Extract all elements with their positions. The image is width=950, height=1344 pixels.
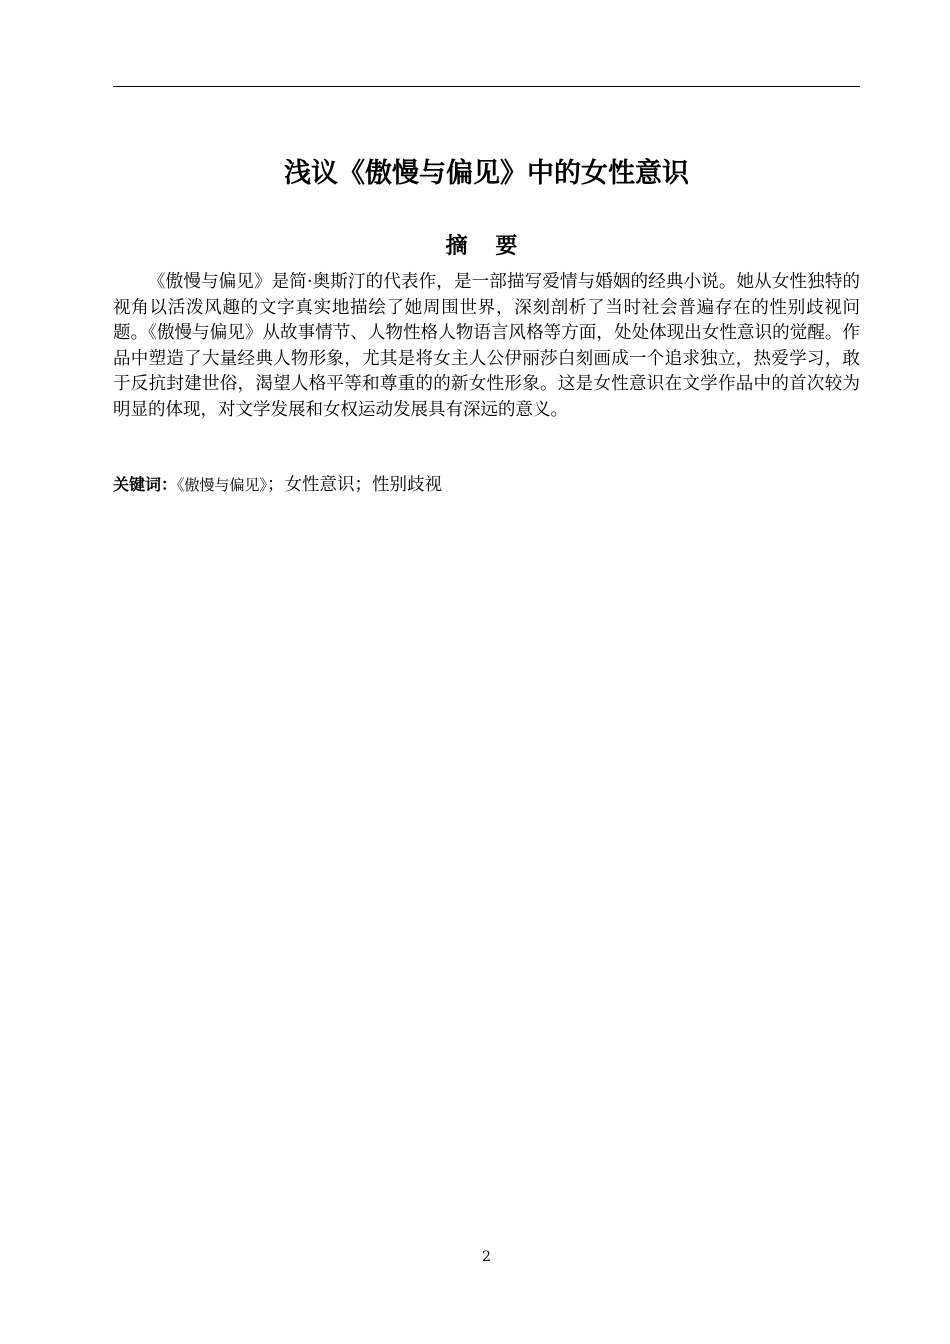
document-title: 浅议《傲慢与偏见》中的女性意识 [284, 158, 689, 189]
keyword-female-consciousness: 女性意识 [284, 475, 355, 495]
keyword-gender-discrimination: 性别歧视 [372, 475, 443, 495]
keyword-book-title: 《傲慢与偏见》 [177, 476, 268, 494]
keyword-separator: ； [267, 475, 285, 495]
keywords-line [113, 472, 860, 498]
header-rule [113, 86, 860, 87]
keywords-label: 关键词： [113, 475, 178, 494]
abstract-body: 《傲慢与偏见》是简·奥斯汀的代表作，是一部描写爱情与婚姻的经典小说。她从女性独特的视角以活泼风趣的文字真实地描绘了她周围世界，深刻剖析了当时社会普遍存在的性别歧视问题。《傲慢与偏见》从故事情节、人物性格人物语言风格等方面，处处体现出女性意识的觉醒。作品中塑造了大量经典人物形象，尤其是将女主人公伊丽莎白刻画成一个追求独立，热爱学习，敢于反抗封建世俗，渴望人格平等和尊重的的新女性形象。这是女性意识在文学作品中的首次较为明显的体现，对文学发展和女权运动发展具有深远的意义。 [113, 272, 860, 420]
abstract-heading: 摘 要 [445, 234, 528, 259]
page-number: 2 [482, 1249, 491, 1265]
keyword-separator: ； [354, 475, 373, 495]
